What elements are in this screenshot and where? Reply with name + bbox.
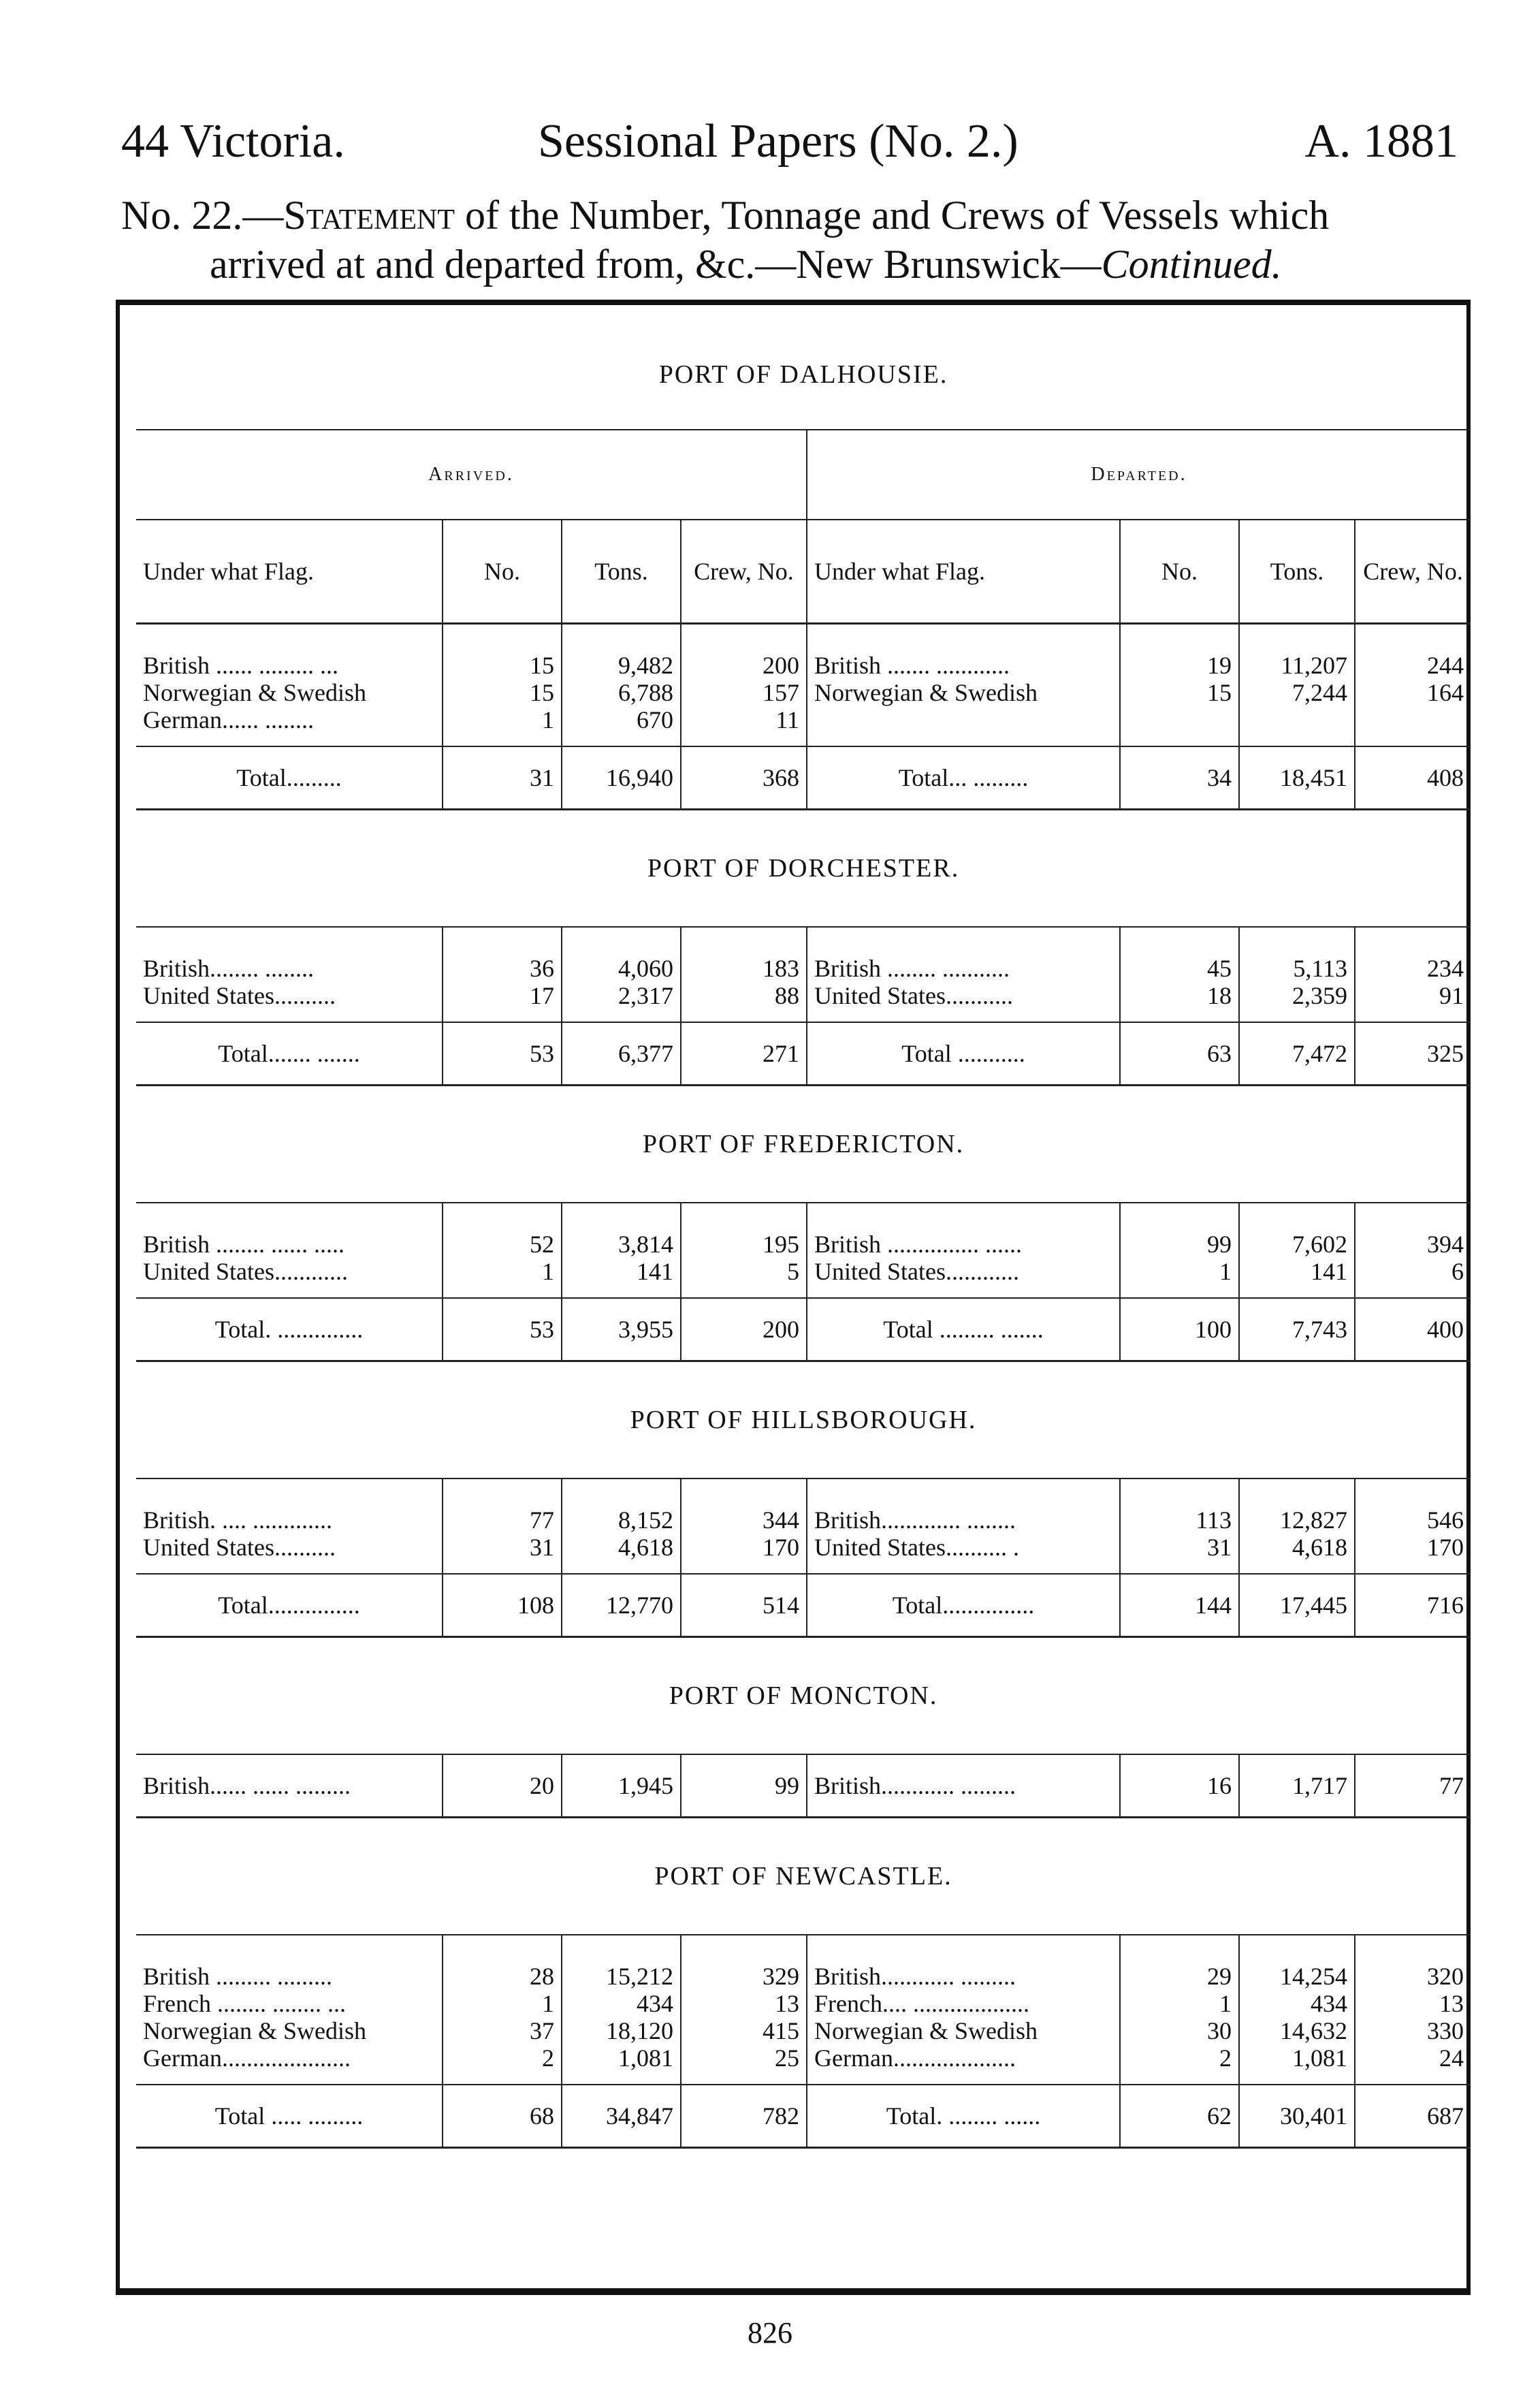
header-left: 44 Victoria. [121,115,345,168]
total-row: Total............... 108 12,770 514 Total............... 144 17,445 716 [136,1574,1471,1637]
running-header [0,114,1540,176]
page-number: 826 [748,2316,792,2350]
port-dorchester-heading: PORT OF DORCHESTER. [136,810,1471,928]
statement-continued: Continued. [1101,242,1282,287]
column-header-row [136,520,1471,624]
header-right: A. 1881 [1304,115,1458,168]
port-moncton-heading: PORT OF MONCTON. [136,1637,1471,1755]
statement-number: No. 22.— [121,193,284,238]
col-tons-arrived: Tons. [562,520,681,624]
table-row: British ......... ......... 28 15,212 329 British............ ......... 29 14,254 320 [136,1935,1471,1990]
total-row: Total....... ....... 53 6,377 271 Total ........... 63 7,472 325 [136,1022,1471,1086]
total-row: Total. .............. 53 3,955 200 Total ......... ....... 100 7,743 400 [136,1298,1471,1361]
table-row: British ...... ......... ... 15 9,482 200 British ....... ............ 19 11,207 244 [136,624,1471,680]
col-no-departed: No. [1120,520,1239,624]
port-hillsborough-heading: PORT OF HILLSBOROUGH. [136,1361,1471,1479]
statement-line2: arrived at and departed from, &c.—New Brunswick— [210,242,1102,287]
table-row: German...... ........ 1 670 11 [136,706,1471,746]
table-row: British ........ ...... ..... 52 3,814 195 British ............... ...... 99 7,602 394 [136,1203,1471,1258]
port-newcastle-heading: PORT OF NEWCASTLE. [136,1818,1471,1935]
table-row: British........ ........ 36 4,060 183 British ........ ........... 45 5,113 234 [136,927,1471,982]
statement-word: Statement [283,193,455,238]
total-row: Total ..... ......... 68 34,847 782 Total. ........ ...... 62 30,401 687 [136,2085,1471,2148]
departed-heading: Departed. [807,430,1471,520]
col-tons-departed: Tons. [1239,520,1355,624]
table-row: British...... ...... ......... 20 1,945 99 British............ ......... 16 1,717 77 [136,1754,1471,1818]
section-heading-row [136,430,1471,520]
col-flag-departed: Under what Flag. [807,520,1120,624]
col-no-arrived: No. [443,520,562,624]
col-crew-departed: Crew, No. [1355,520,1471,624]
table-row: German..................... 2 1,081 25 German.................... 2 1,081 24 [136,2044,1471,2085]
table-row: British. .... ............. 77 8,152 344 British............. ........ 113 12,827 546 [136,1478,1471,1534]
arrived-heading: Arrived. [136,430,807,520]
vessels-table [136,320,1471,2149]
table-row: United States.......... 31 4,618 170 United States.......... . 31 4,618 170 [136,1534,1471,1574]
table-row: United States............ 1 141 5 United States............ 1 141 6 [136,1258,1471,1298]
total-row: Total......... 31 16,940 368 Total... ......... 34 18,451 408 [136,746,1471,810]
header-center: Sessional Papers (No. 2.) [538,115,1018,168]
statement-line2-wrap [121,240,1476,289]
table-row: Norwegian & Swedish 37 18,120 415 Norwegian & Swedish 30 14,632 330 [136,2017,1471,2044]
col-crew-arrived: Crew, No. [681,520,807,624]
table-row: United States.......... 17 2,317 88 United States........... 18 2,359 91 [136,982,1471,1022]
statement-title [121,191,1476,289]
statement-line1: of the Number, Tonnage and Crews of Vessels which [454,193,1330,238]
table-row: French ........ ........ ... 1 434 13 French.... ................... 1 434 13 [136,1990,1471,2017]
port-fredericton-heading: PORT OF FREDERICTON. [136,1086,1471,1203]
col-flag-arrived: Under what Flag. [136,520,443,624]
table-row: Norwegian & Swedish 15 6,788 157 Norwegian & Swedish 15 7,244 164 [136,679,1471,706]
port-dalhousie-heading: PORT OF DALHOUSIE. [136,320,1471,430]
